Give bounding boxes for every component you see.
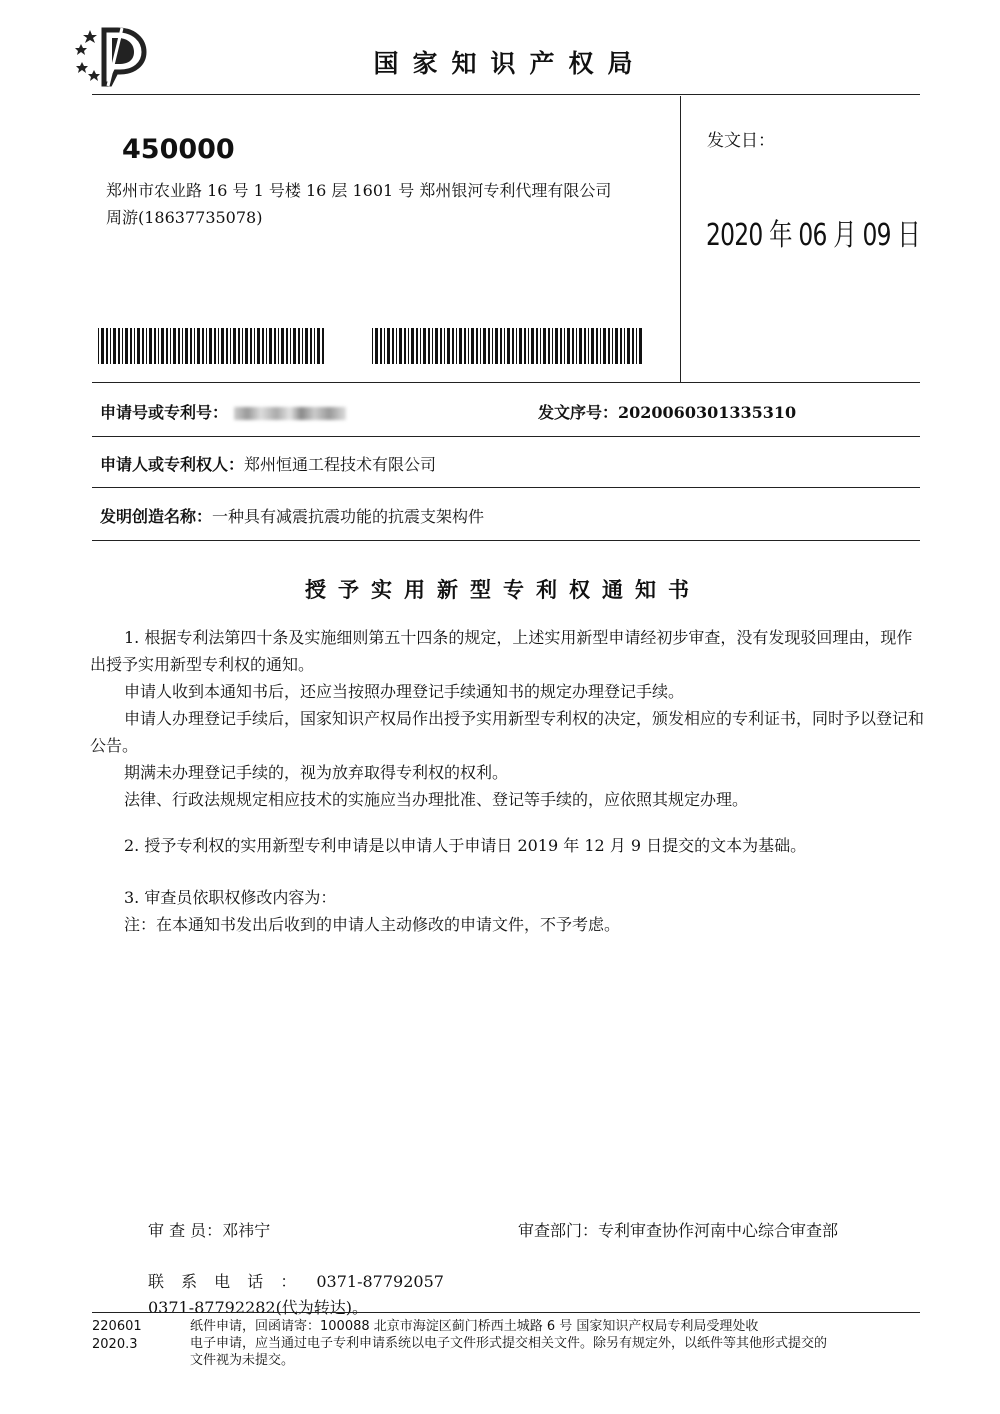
notice-title: 授予实用新型专利权通知书 [305,578,701,602]
paragraph-5: 法律、行政法规规定相应技术的实施应当办理批准、登记等手续的，应依照其规定办理。 [124,790,749,809]
serial-row [538,400,796,423]
row-rule-3 [92,540,920,541]
item-2-text: 2. 授予专利权的实用新型专利申请是以申请人于申请日 2019 年 12 月 9 日提交的文本为基础。 [124,836,807,855]
paragraph-2: 申请人收到本通知书后，还应当按照办理登记手续通知书的规定办理登记手续。 [124,682,685,701]
department-label: 审查部门： [518,1221,599,1240]
recipient-contact: 周游(18637735078) [106,208,263,227]
department-row [518,1218,838,1241]
recipient-address: 郑州市农业路 16 号 1 号楼 16 层 1601 号 郑州银河专利代理有限公司 [106,181,612,200]
note-text: 注：在本通知书发出后收到的申请人主动修改的申请文件，不予考虑。 [124,915,621,934]
examiner-row [148,1218,270,1241]
item-2 [90,832,925,859]
serial-value: 2020060301335310 [618,403,797,422]
notice-body [90,624,925,813]
barcode-left [98,328,326,364]
footer-rule [92,1312,920,1313]
footer-line-1: 纸件申请，回函请寄：100088 北京市海淀区蓟门桥西土城路 6 号 国家知识产权局专利局受理处收 [190,1319,759,1334]
header-rule [92,94,920,95]
phone-2: 0371-87792282(代为转达)。 [148,1298,369,1317]
item-3-text: 3. 审查员依职权修改内容为： [124,888,337,907]
phone-1: 0371-87792057 [316,1272,444,1291]
department-value: 专利审查协作河南中心综合审查部 [598,1221,839,1240]
barcode-right [372,328,644,364]
paragraph-4: 期满未办理登记手续的，视为放弃取得专利权的权利。 [124,763,509,782]
barcode-bar [322,328,324,364]
footer-line-2: 电子申请，应当通过电子专利申请系统以电子文件形式提交相关文件。除另有规定外，以纸件等其他形式提交的 [190,1336,828,1351]
invention-row [100,504,484,527]
applicant-label: 申请人或专利权人： [100,455,245,474]
form-version: 2020.3 [92,1337,138,1352]
barcode-bar [639,328,642,364]
row-rule-2 [92,487,920,488]
row-rule-1 [92,436,920,437]
footer-line-3: 文件视为未提交。 [190,1353,295,1368]
date-column-divider [680,96,681,382]
applicant-value: 郑州恒通工程技术有限公司 [244,455,437,474]
paragraph-3: 申请人办理登记手续后，国家知识产权局作出授予实用新型专利权的决定，颁发相应的专利证书，同时予以登记和公告。 [90,709,925,755]
serial-label: 发文序号： [538,403,619,422]
paragraph-1: 1. 根据专利法第四十条及实施细则第五十四条的规定，上述实用新型申请经初步审查，没有发现驳回理由，现作出授予实用新型专利权的通知。 [90,628,913,674]
item-3 [90,884,925,938]
phone-label: 联 系 电 话 ： [148,1272,303,1291]
examiner-name: 邓祎宁 [222,1221,271,1240]
form-code: 220601 [92,1319,142,1334]
phone-row [148,1269,444,1292]
examiner-label: 审 查 员： [148,1221,223,1240]
application-number-label: 申请号或专利号： [100,403,229,422]
applicant-row [100,452,436,475]
redacted-application-number [234,407,346,420]
issue-date-label: 发文日： [707,131,775,151]
issue-date-value: 2020 年 06 月 09 日 [706,218,921,253]
application-number-row [100,400,346,423]
invention-label: 发明创造名称： [100,507,213,526]
invention-value: 一种具有减震抗震功能的抗震支架构件 [212,507,485,526]
address-block-rule [92,382,920,383]
footer-note [190,1318,925,1369]
postcode: 450000 [122,134,235,165]
office-title: 国家知识产权局 [373,49,647,78]
